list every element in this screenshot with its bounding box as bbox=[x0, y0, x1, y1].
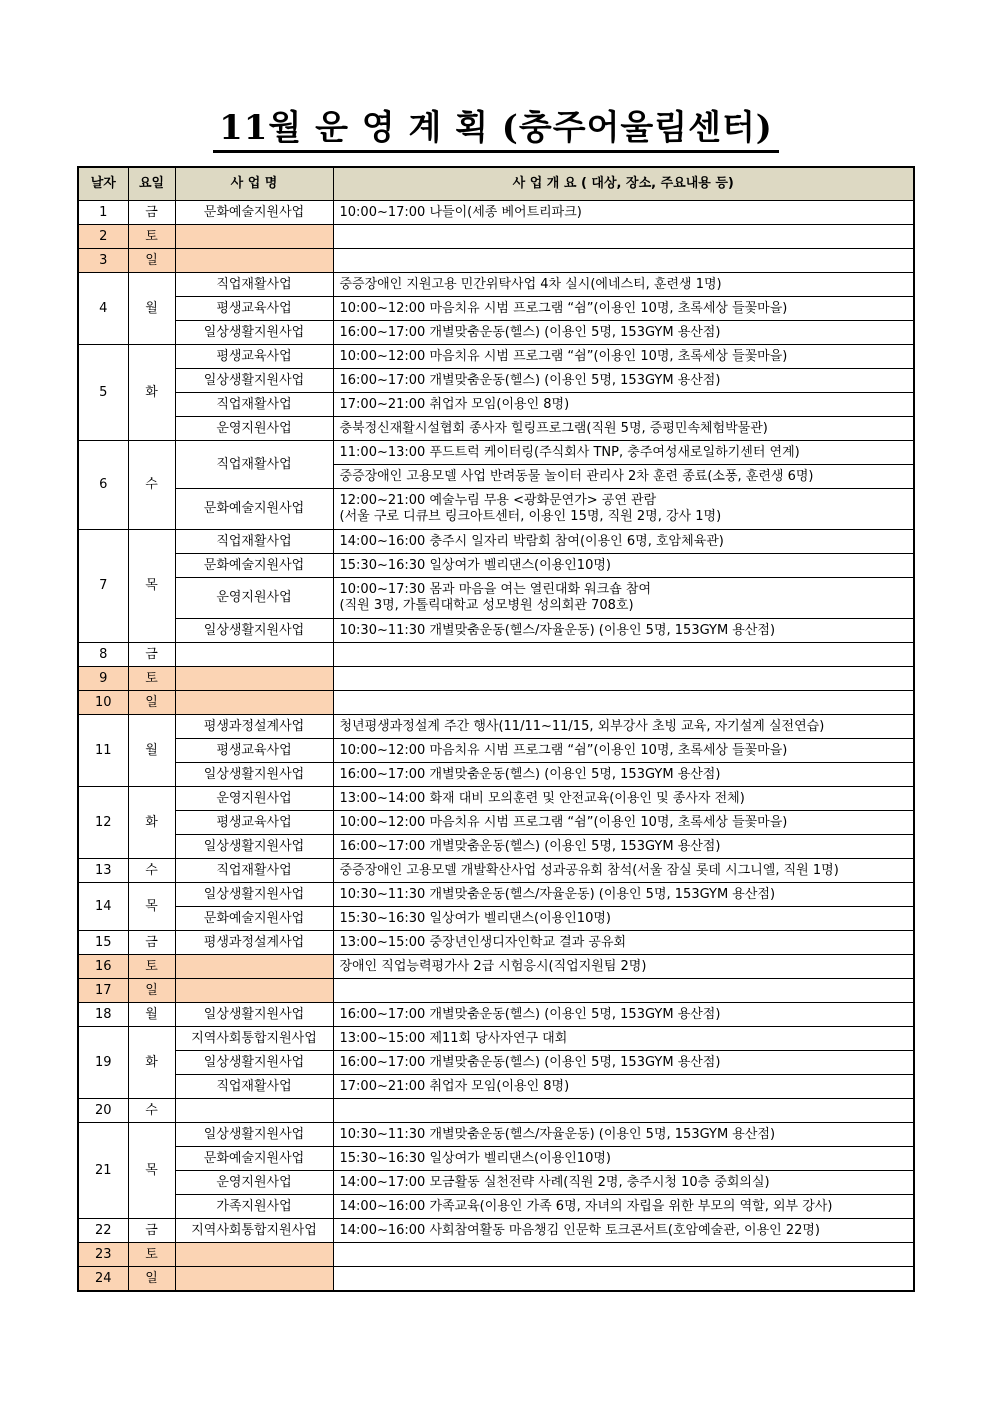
table-row bbox=[78, 667, 914, 691]
business-cell: 문화예술지원사업 bbox=[175, 1147, 333, 1171]
overview-cell: 12:00~21:00 예술누림 무용 <광화문연가> 공연 관람 (서울 구로 디큐브 링크아트센터, 이용인 15명, 직원 2명, 강사 1명) bbox=[333, 489, 914, 530]
table-row bbox=[78, 1051, 914, 1075]
table-row bbox=[78, 1267, 914, 1292]
business-cell: 운영지원사업 bbox=[175, 1171, 333, 1195]
overview-cell: 14:00~16:00 가족교육(이용인 가족 6명, 자녀의 자립을 위한 부모의 역할, 외부 강사) bbox=[333, 1195, 914, 1219]
table-row bbox=[78, 763, 914, 787]
business-cell: 직업재활사업 bbox=[175, 859, 333, 883]
overview-cell: 16:00~17:00 개별맞춤운동(헬스) (이용인 5명, 153GYM 용산점) bbox=[333, 321, 914, 345]
table-row bbox=[78, 489, 914, 530]
day-cell: 수 bbox=[128, 859, 175, 883]
business-cell bbox=[175, 643, 333, 667]
date-cell: 4 bbox=[78, 273, 128, 345]
overview-cell: 13:00~14:00 화재 대비 모의훈련 및 안전교육(이용인 및 종사자 전체) bbox=[333, 787, 914, 811]
business-cell: 문화예술지원사업 bbox=[175, 907, 333, 931]
date-cell: 12 bbox=[78, 787, 128, 859]
date-cell: 6 bbox=[78, 441, 128, 530]
overview-cell bbox=[333, 1243, 914, 1267]
table-row bbox=[78, 321, 914, 345]
overview-cell: 10:30~11:30 개별맞춤운동(헬스/자율운동) (이용인 5명, 153GYM 용산점) bbox=[333, 883, 914, 907]
overview-cell: 10:00~12:00 마음치유 시범 프로그램 “쉼”(이용인 10명, 초록세상 들꽃마을) bbox=[333, 739, 914, 763]
header-overview: 사 업 개 요 ( 대상, 장소, 주요내용 등) bbox=[333, 167, 914, 201]
business-cell: 일상생활지원사업 bbox=[175, 835, 333, 859]
business-cell: 가족지원사업 bbox=[175, 1195, 333, 1219]
page-title bbox=[0, 100, 992, 149]
table-row bbox=[78, 1123, 914, 1147]
day-cell: 화 bbox=[128, 787, 175, 859]
table-row bbox=[78, 739, 914, 763]
schedule-table-header bbox=[78, 167, 914, 201]
date-cell: 20 bbox=[78, 1099, 128, 1123]
day-cell: 금 bbox=[128, 1219, 175, 1243]
day-cell: 금 bbox=[128, 931, 175, 955]
date-cell: 10 bbox=[78, 691, 128, 715]
overview-cell: 10:00~12:00 마음치유 시범 프로그램 “쉼”(이용인 10명, 초록세상 들꽃마을) bbox=[333, 297, 914, 321]
table-row bbox=[78, 578, 914, 619]
day-cell: 화 bbox=[128, 345, 175, 441]
table-row bbox=[78, 393, 914, 417]
overview-cell bbox=[333, 1099, 914, 1123]
overview-cell: 10:30~11:30 개별맞춤운동(헬스/자율운동) (이용인 5명, 153GYM 용산점) bbox=[333, 619, 914, 643]
business-cell bbox=[175, 1243, 333, 1267]
date-cell: 8 bbox=[78, 643, 128, 667]
header-business: 사 업 명 bbox=[175, 167, 333, 201]
business-cell: 직업재활사업 bbox=[175, 273, 333, 297]
day-cell: 일 bbox=[128, 979, 175, 1003]
business-cell bbox=[175, 1267, 333, 1292]
day-cell: 목 bbox=[128, 1123, 175, 1219]
table-row bbox=[78, 1219, 914, 1243]
overview-cell: 중증장애인 고용모델 사업 반려동물 놀이터 관리사 2차 훈련 종료(소풍, 훈련생 6명) bbox=[333, 465, 914, 489]
business-cell: 직업재활사업 bbox=[175, 393, 333, 417]
date-cell: 24 bbox=[78, 1267, 128, 1292]
overview-cell: 13:00~15:00 중장년인생디자인학교 결과 공유회 bbox=[333, 931, 914, 955]
business-cell: 직업재활사업 bbox=[175, 530, 333, 554]
table-row bbox=[78, 417, 914, 441]
table-row bbox=[78, 859, 914, 883]
overview-cell: 16:00~17:00 개별맞춤운동(헬스) (이용인 5명, 153GYM 용산점) bbox=[333, 1051, 914, 1075]
overview-cell: 17:00~21:00 취업자 모임(이용인 8명) bbox=[333, 1075, 914, 1099]
business-cell: 평생교육사업 bbox=[175, 297, 333, 321]
overview-cell: 17:00~21:00 취업자 모임(이용인 8명) bbox=[333, 393, 914, 417]
date-cell: 22 bbox=[78, 1219, 128, 1243]
business-cell: 일상생활지원사업 bbox=[175, 883, 333, 907]
date-cell: 17 bbox=[78, 979, 128, 1003]
overview-cell: 14:00~16:00 사회참여활동 마음챙김 인문학 토크콘서트(호암예술관, 이용인 22명) bbox=[333, 1219, 914, 1243]
overview-cell bbox=[333, 643, 914, 667]
day-cell: 일 bbox=[128, 691, 175, 715]
business-cell bbox=[175, 691, 333, 715]
date-cell: 15 bbox=[78, 931, 128, 955]
table-row bbox=[78, 883, 914, 907]
overview-cell bbox=[333, 667, 914, 691]
business-cell: 지역사회통합지원사업 bbox=[175, 1219, 333, 1243]
overview-cell bbox=[333, 979, 914, 1003]
business-cell: 문화예술지원사업 bbox=[175, 201, 333, 225]
schedule-table-body bbox=[78, 201, 914, 1292]
day-cell: 월 bbox=[128, 715, 175, 787]
overview-cell: 13:00~15:00 제11회 당사자연구 대회 bbox=[333, 1027, 914, 1051]
header-day: 요일 bbox=[128, 167, 175, 201]
day-cell: 일 bbox=[128, 1267, 175, 1292]
date-cell: 5 bbox=[78, 345, 128, 441]
business-cell: 평생과정설계사업 bbox=[175, 715, 333, 739]
date-cell: 21 bbox=[78, 1123, 128, 1219]
table-row bbox=[78, 811, 914, 835]
table-row bbox=[78, 249, 914, 273]
date-cell: 16 bbox=[78, 955, 128, 979]
business-cell: 운영지원사업 bbox=[175, 417, 333, 441]
business-cell bbox=[175, 225, 333, 249]
business-cell: 일상생활지원사업 bbox=[175, 369, 333, 393]
day-cell: 토 bbox=[128, 1243, 175, 1267]
table-row bbox=[78, 619, 914, 643]
table-row bbox=[78, 691, 914, 715]
overview-cell: 10:30~11:30 개별맞춤운동(헬스/자율운동) (이용인 5명, 153GYM 용산점) bbox=[333, 1123, 914, 1147]
table-row bbox=[78, 441, 914, 465]
overview-cell: 충북정신재활시설협회 종사자 힐링프로그램(직원 5명, 증평민속체험박물관) bbox=[333, 417, 914, 441]
day-cell: 토 bbox=[128, 225, 175, 249]
overview-cell: 청년평생과정설계 주간 행사(11/11~11/15, 외부강사 초빙 교육, 자기설계 실전연습) bbox=[333, 715, 914, 739]
overview-cell bbox=[333, 691, 914, 715]
business-cell: 문화예술지원사업 bbox=[175, 554, 333, 578]
business-cell bbox=[175, 667, 333, 691]
date-cell: 23 bbox=[78, 1243, 128, 1267]
table-row bbox=[78, 787, 914, 811]
business-cell: 평생교육사업 bbox=[175, 811, 333, 835]
overview-cell: 15:30~16:30 일상여가 벨리댄스(이용인10명) bbox=[333, 554, 914, 578]
table-row bbox=[78, 369, 914, 393]
business-cell: 문화예술지원사업 bbox=[175, 489, 333, 530]
table-row bbox=[78, 979, 914, 1003]
business-cell: 운영지원사업 bbox=[175, 578, 333, 619]
header-date: 날자 bbox=[78, 167, 128, 201]
business-cell: 일상생활지원사업 bbox=[175, 619, 333, 643]
day-cell: 월 bbox=[128, 273, 175, 345]
header-row bbox=[78, 167, 914, 201]
overview-cell: 10:00~12:00 마음치유 시범 프로그램 “쉼”(이용인 10명, 초록세상 들꽃마을) bbox=[333, 345, 914, 369]
business-cell: 일상생활지원사업 bbox=[175, 1123, 333, 1147]
date-cell: 7 bbox=[78, 530, 128, 643]
overview-cell bbox=[333, 1267, 914, 1292]
day-cell: 화 bbox=[128, 1027, 175, 1099]
overview-cell: 중증장애인 지원고용 민간위탁사업 4차 실시(에네스티, 훈련생 1명) bbox=[333, 273, 914, 297]
overview-cell: 16:00~17:00 개별맞춤운동(헬스) (이용인 5명, 153GYM 용산점) bbox=[333, 369, 914, 393]
table-row bbox=[78, 1099, 914, 1123]
day-cell: 수 bbox=[128, 441, 175, 530]
date-cell: 18 bbox=[78, 1003, 128, 1027]
table-row bbox=[78, 1171, 914, 1195]
table-row bbox=[78, 931, 914, 955]
overview-cell: 15:30~16:30 일상여가 벨리댄스(이용인10명) bbox=[333, 907, 914, 931]
table-row bbox=[78, 643, 914, 667]
table-row bbox=[78, 273, 914, 297]
table-row bbox=[78, 1243, 914, 1267]
business-cell: 직업재활사업 bbox=[175, 1075, 333, 1099]
table-row bbox=[78, 715, 914, 739]
business-cell: 일상생활지원사업 bbox=[175, 763, 333, 787]
date-cell: 14 bbox=[78, 883, 128, 931]
table-row bbox=[78, 907, 914, 931]
date-cell: 3 bbox=[78, 249, 128, 273]
business-cell: 평생과정설계사업 bbox=[175, 931, 333, 955]
business-cell bbox=[175, 955, 333, 979]
day-cell: 금 bbox=[128, 201, 175, 225]
table-row bbox=[78, 530, 914, 554]
business-cell bbox=[175, 1099, 333, 1123]
table-row bbox=[78, 1003, 914, 1027]
business-cell: 운영지원사업 bbox=[175, 787, 333, 811]
table-row bbox=[78, 1027, 914, 1051]
business-cell bbox=[175, 249, 333, 273]
overview-cell: 14:00~17:00 모금활동 실천전략 사례(직원 2명, 충주시청 10층 중회의실) bbox=[333, 1171, 914, 1195]
overview-cell: 10:00~17:30 몸과 마음을 여는 열린대화 워크숍 참여 (직원 3명, 가톨릭대학교 성모병원 성의회관 708호) bbox=[333, 578, 914, 619]
day-cell: 토 bbox=[128, 955, 175, 979]
business-cell bbox=[175, 979, 333, 1003]
overview-cell bbox=[333, 249, 914, 273]
business-cell: 평생교육사업 bbox=[175, 739, 333, 763]
table-row bbox=[78, 201, 914, 225]
overview-cell: 16:00~17:00 개별맞춤운동(헬스) (이용인 5명, 153GYM 용산점) bbox=[333, 763, 914, 787]
date-cell: 11 bbox=[78, 715, 128, 787]
business-cell: 일상생활지원사업 bbox=[175, 1051, 333, 1075]
table-row bbox=[78, 835, 914, 859]
day-cell: 금 bbox=[128, 643, 175, 667]
table-row bbox=[78, 554, 914, 578]
table-row bbox=[78, 1075, 914, 1099]
day-cell: 토 bbox=[128, 667, 175, 691]
date-cell: 13 bbox=[78, 859, 128, 883]
day-cell: 목 bbox=[128, 883, 175, 931]
table-row bbox=[78, 955, 914, 979]
overview-cell bbox=[333, 225, 914, 249]
overview-cell: 중증장애인 고용모델 개발확산사업 성과공유회 참석(서울 잠실 롯데 시그니엘, 직원 1명) bbox=[333, 859, 914, 883]
overview-cell: 15:30~16:30 일상여가 벨리댄스(이용인10명) bbox=[333, 1147, 914, 1171]
table-row bbox=[78, 297, 914, 321]
overview-cell: 장애인 직업능력평가사 2급 시험응시(직업지원팀 2명) bbox=[333, 955, 914, 979]
day-cell: 수 bbox=[128, 1099, 175, 1123]
overview-cell: 16:00~17:00 개별맞춤운동(헬스) (이용인 5명, 153GYM 용산점) bbox=[333, 1003, 914, 1027]
table-row bbox=[78, 1195, 914, 1219]
overview-cell: 14:00~16:00 충주시 일자리 박람회 참여(이용인 6명, 호암체육관) bbox=[333, 530, 914, 554]
day-cell: 일 bbox=[128, 249, 175, 273]
overview-cell: 10:00~17:00 나들이(세종 베어트리파크) bbox=[333, 201, 914, 225]
date-cell: 9 bbox=[78, 667, 128, 691]
business-cell: 평생교육사업 bbox=[175, 345, 333, 369]
day-cell: 월 bbox=[128, 1003, 175, 1027]
date-cell: 1 bbox=[78, 201, 128, 225]
business-cell: 지역사회통합지원사업 bbox=[175, 1027, 333, 1051]
business-cell: 직업재활사업 bbox=[175, 441, 333, 489]
overview-cell: 11:00~13:00 푸드트럭 케이터링(주식회사 TNP, 충주여성새로일하기센터 연계) bbox=[333, 441, 914, 465]
business-cell: 일상생활지원사업 bbox=[175, 1003, 333, 1027]
table-row bbox=[78, 1147, 914, 1171]
schedule-table bbox=[77, 166, 915, 1292]
date-cell: 2 bbox=[78, 225, 128, 249]
overview-cell: 10:00~12:00 마음치유 시범 프로그램 “쉼”(이용인 10명, 초록세상 들꽃마을) bbox=[333, 811, 914, 835]
business-cell: 일상생활지원사업 bbox=[175, 321, 333, 345]
day-cell: 목 bbox=[128, 530, 175, 643]
table-row bbox=[78, 225, 914, 249]
table-row bbox=[78, 345, 914, 369]
date-cell: 19 bbox=[78, 1027, 128, 1099]
overview-cell: 16:00~17:00 개별맞춤운동(헬스) (이용인 5명, 153GYM 용산점) bbox=[333, 835, 914, 859]
page-title-text: 11월 운 영 계 획 (충주어울림센터) bbox=[213, 108, 779, 153]
